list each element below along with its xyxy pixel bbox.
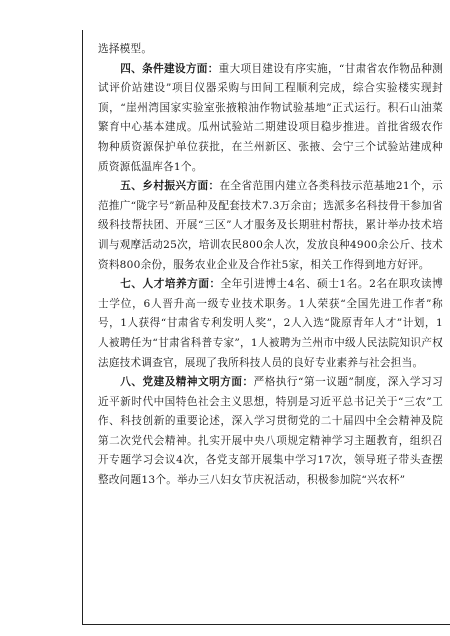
paragraph-party — [98, 373, 443, 491]
section-heading: 四、条件建设方面： — [120, 62, 219, 75]
paragraph-talent — [98, 275, 443, 373]
section-body: 全年引进博士4名、硕士1名。2名在职攻读博士学位，6人晋升高一级专业技术职务。1人荣获“全国先进工作者”称号，1人获得“甘肃省专利发明人奖”，2人入选“陇原青年人才”计划，1人被聘任为“甘肃省科普专家”，1人被聘为兰州市中级人民法院知识产权法庭技术调查官，展现了我所科技人员的良好专业素养与社会担当。 — [98, 278, 444, 369]
paragraph-continuation: 选择模型。 — [98, 43, 153, 55]
section-body: 重大项目建设有序实施，“甘肃省农作物品种测试评价站建设”项目仪器采购与田间工程顺利完成，综合实验楼实现封顶，“崖州湾国家实验室张掖粮油作物试验基地”正式运行。积石山油菜繁育中心基本建成。瓜州试验站二期建设项目稳步推进。首批省级农作物种质资源保护单位获批，在兰州新区、张掖、会宁三个试验站建成种质资源低温库各1个。 — [98, 62, 443, 173]
section-body: 严格执行“第一议题”制度，深入学习习近平新时代中国特色社会主义思想，特别是习近平总书记关于“三农”工作、科技创新的重要论述，深入学习贯彻党的二十届四中全会精神及院第二次党代会精神。扎实开展中央八项规定精神学习主题教育，组织召开专题学习会议4次，各党支部开展集中学习17次，领导班子带头查摆整改问题13个。举办三八妇女节庆祝活动，积极参加院“兴农杯” — [98, 376, 443, 487]
document-body — [98, 40, 443, 491]
section-heading: 五、乡村振兴方面： — [120, 180, 220, 193]
paragraph-conditions — [98, 60, 443, 178]
section-heading: 七、人才培养方面： — [120, 278, 221, 291]
section-body: 在全省范围内建立各类科技示范基地21个，示范推广“陇字号”新品种及配套技术7.3万余亩；选派多名科技骨干参加省级科技帮扶团、开展“三区”人才服务及长期驻村帮扶，累计举办技术培训与观摩活动25次，培训农民800余人次，发放良种4900余公斤、技术资料800余份，服务农业企业及合作社5家，相关工作得到地方好评。 — [98, 180, 443, 271]
section-heading: 八、党建及精神文明方面： — [120, 376, 254, 389]
paragraph-rural — [98, 177, 443, 275]
